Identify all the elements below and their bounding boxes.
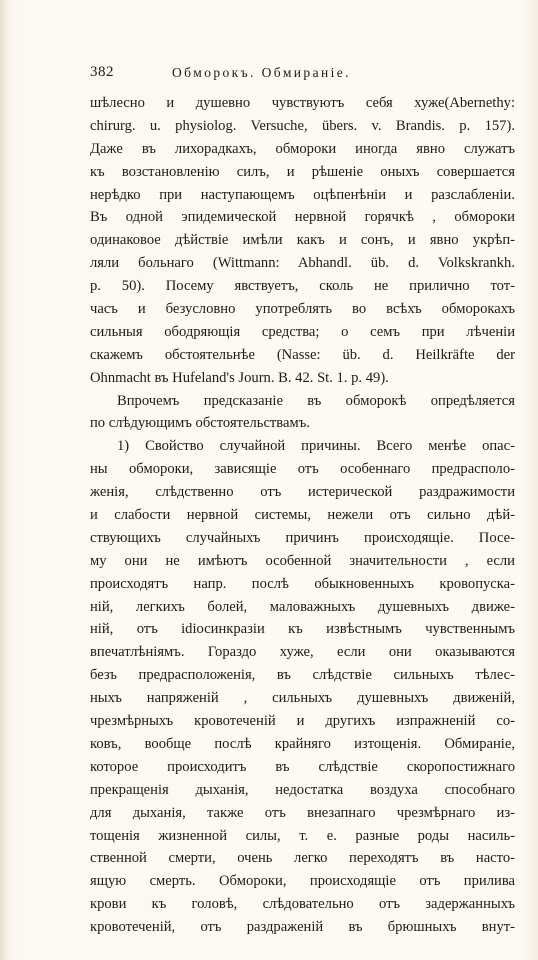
text-line: chirurg. u. physiolog. Versuche, übers. v. Brandis. p. 157). <box>90 117 515 134</box>
text-line: тощенія жизненной силы, т. е. разные роды насиль- <box>90 827 515 844</box>
text-line: прекращенія дыханія, недостатка воздуха способнаго <box>90 781 515 798</box>
text-line: ній, легкихъ болей, маловажныхъ душевныхъ движе- <box>90 598 515 615</box>
page-header <box>90 64 516 86</box>
text-line: ныхъ напряженій , сильныхъ душевныхъ движеній, <box>90 690 515 707</box>
page-gutter-shadow <box>0 0 8 960</box>
text-line: Въ одной эпидемической нервной горячкѣ , обмороки <box>90 209 515 226</box>
text-line: ны обмороки, зависящіе отъ особеннаго предрасполо- <box>90 461 515 478</box>
text-line: для дыханія, также отъ внезапнаго чрезмѣрнаго из- <box>90 804 515 821</box>
text-line: впечатлѣніямъ. Гораздо хуже, если они оказываются <box>90 644 515 661</box>
text-line: 1) Свойство случайной причины. Всего менѣе опас- <box>117 438 515 455</box>
text-line: ящую смерть. Обмороки, происходящіе отъ прилива <box>90 873 515 890</box>
text-line: чрезмѣрныхъ кровотеченій и другихъ изпражненій со- <box>90 713 515 730</box>
text-line: сильныя ободряющія средства; о семъ при лѣченіи <box>90 323 515 340</box>
text-line: безъ предрасположенія, въ слѣдствіе сильныхъ тѣлес- <box>90 667 515 684</box>
text-line: скажемъ обстоятельнѣе (Nasse: üb. d. Heilkräfte der <box>90 346 515 363</box>
text-line: которое происходитъ въ слѣдствіе скоропостижнаго <box>90 758 515 775</box>
text-line: женія, слѣдственно отъ истерической раздражимости <box>90 484 515 501</box>
text-line: часъ и безусловно употреблять во всѣхъ обморокахъ <box>90 301 515 318</box>
text-line: p. 50). Посему явствуетъ, сколь не прилично тот- <box>90 278 515 295</box>
text-line: происходятъ напр. послѣ обыкновенныхъ кровопуска- <box>90 575 515 592</box>
text-line: ковъ, вообще послѣ крайняго изтощенія. Обмираніе, <box>90 735 515 752</box>
text-line: кровотеченій, отъ раздраженій въ брюшныхъ внут- <box>90 919 515 936</box>
running-head: Обморокъ. Обмираніе. <box>172 65 351 80</box>
text-line: по слѣдующимъ обстоятельствамъ. <box>90 415 310 432</box>
text-line: му они не имѣютъ особенной значительности , если <box>90 552 515 569</box>
text-line: одинаковое дѣйствіе имѣли какъ и сонъ, и явно укрѣп- <box>90 232 515 249</box>
text-line: Даже въ лихорадкахъ, обмороки иногда явно служатъ <box>90 140 515 157</box>
text-line: крови къ головѣ, слѣдовательно отъ задержанныхъ <box>90 896 515 913</box>
page-number: 382 <box>90 64 114 80</box>
body-text <box>90 92 515 939</box>
text-line: Впрочемъ предсказаніе въ обморокѣ опредѣляется <box>117 392 515 409</box>
text-line: ній, отъ idіосинкразіи къ извѣстнымъ чувственнымъ <box>90 621 515 638</box>
text-line: къ возстановленію силъ, и рѣшеніе оныхъ совершается <box>90 163 515 180</box>
text-line: и слабости нервной системы, нежели отъ сильно дѣй- <box>90 507 515 524</box>
text-line: ственной смерти, очень легко переходятъ въ насто- <box>90 850 515 867</box>
text-line: шѣлесно и душевно чувствуютъ себя хуже(Abernethy: <box>90 95 515 111</box>
text-line: нерѣдко при наступающемъ оцѣпенѣніи и разслабленіи. <box>90 186 515 203</box>
text-line: ляли больнаго (Wittmann: Abhandl. üb. d. Volkskrankh. <box>90 255 515 272</box>
text-line: ствующихъ случайныхъ причинъ происходящіе. Посе- <box>90 529 515 546</box>
text-line: Ohnmacht въ Hufeland's Journ. B. 42. St. 1. p. 49). <box>90 369 389 386</box>
